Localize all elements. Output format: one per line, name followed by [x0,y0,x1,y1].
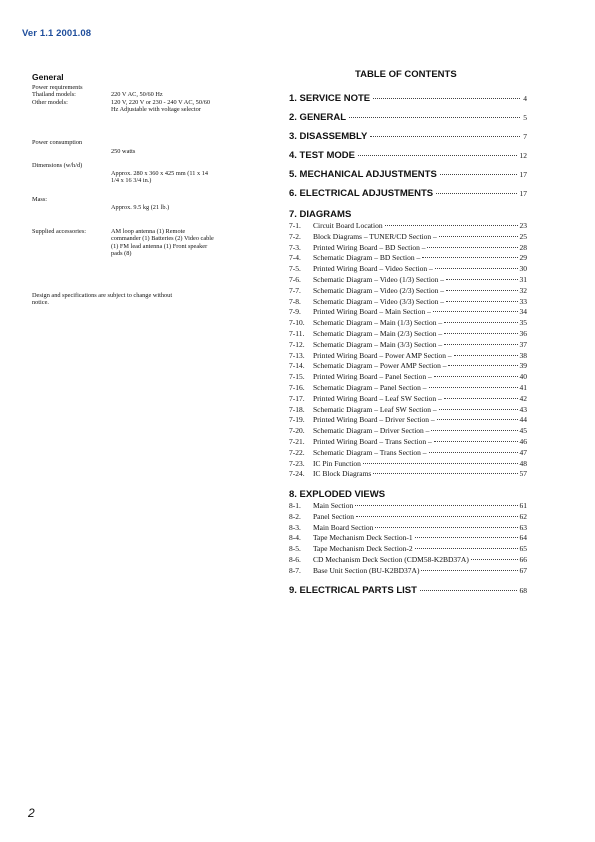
toc-entry-number: 7-6. [289,275,301,284]
spec-value: Approx. 280 x 360 x 425 mm (11 x 14 1/4 x 16 3/4 in.) [111,170,209,185]
toc-leader [355,505,517,506]
spec-value: 250 watts [111,148,136,155]
toc-entry-page: 62 [519,511,527,521]
toc-entry-number: 7-21. [289,437,305,446]
toc-entry-number: 7-19. [289,415,305,425]
toc-entry-page: 37 [519,339,527,349]
toc-entry-number: 7-23. [289,458,305,468]
toc-leader [420,590,517,591]
toc-entry-page: 65 [519,544,527,554]
spec-label: Mass: [32,196,48,203]
toc-entry-number: 7-5. [289,264,301,274]
toc-entry-number: 7-13. [289,350,305,360]
toc-subentry[interactable] [289,544,527,554]
toc-subentry[interactable] [289,297,527,307]
toc-entry-label: Schematic Diagram – Video (2/3) Section – [313,285,445,295]
toc-subentry[interactable] [289,459,527,469]
toc-entry-number: 8-4. [289,533,301,543]
toc-subentry[interactable] [289,275,527,285]
toc-leader [434,376,518,377]
toc-entry-page: 44 [519,415,527,425]
toc-entry-page: 12 [519,151,527,160]
toc-subentry[interactable] [289,243,527,253]
toc-entry-number: 7-15. [289,372,305,382]
toc-subentry[interactable] [289,318,527,328]
toc-entry-number: 7-10. [289,318,305,328]
toc-entry-label: 2. GENERAL [289,112,347,123]
toc-entry-number: 8-5. [289,544,301,554]
toc-subentry[interactable] [289,394,527,404]
toc-leader [415,537,518,538]
toc-subentry[interactable] [289,340,527,350]
toc-leader [446,279,517,280]
toc-entry-number: 7-2. [289,231,301,241]
toc-subentry[interactable] [289,221,527,231]
toc-leader [385,225,518,226]
toc-section-entry[interactable] [289,93,527,105]
toc-entry-number: 8-7. [289,565,301,575]
toc-entry-page: 30 [519,264,527,274]
toc-subentry[interactable] [289,437,527,447]
toc-leader [444,398,518,399]
toc-subentry[interactable] [289,372,527,382]
toc-entry-label: Schematic Diagram – Power AMP Section – [313,361,447,371]
toc-leader [435,268,518,269]
toc-entry-label: Schematic Diagram – Main (3/3) Section – [313,339,443,349]
toc-leader [446,290,517,291]
toc-entry-number: 7-20. [289,426,305,436]
toc-entry-label: Schematic Diagram – Main (1/3) Section – [313,318,443,328]
toc-leader [431,430,517,431]
toc-entry-page: 7 [523,132,527,141]
toc-entry-page: 23 [519,221,527,230]
toc-entry-label: Printed Wiring Board – BD Section – [313,242,426,252]
toc-entry-number: 7-22. [289,447,305,457]
toc-entry-label: 6. ELECTRICAL ADJUSTMENTS [289,188,434,199]
toc-entry-number: 7-24. [289,469,305,479]
toc-subentry[interactable] [289,512,527,522]
toc-leader [444,333,517,334]
toc-entry-number: 7-17. [289,393,305,403]
toc-title: TABLE OF CONTENTS [355,69,457,80]
toc-leader [439,236,518,237]
toc-leader [444,322,517,323]
toc-subentry[interactable] [289,415,527,425]
toc-subentry[interactable] [289,253,527,263]
toc-entry-label: Printed Wiring Board – Power AMP Section – [313,350,452,360]
toc-leader [427,247,517,248]
toc-section-entry[interactable] [289,188,527,200]
toc-entry-label: 4. TEST MODE [289,150,355,161]
toc-leader [444,344,517,345]
spec-value: 120 V, 220 V or 230 - 240 V AC, 50/60 Hz Adjustable with voltage selector [111,99,211,114]
toc-entry-label: Schematic Diagram – Leaf SW Section – [313,404,437,414]
toc-entry-label: Panel Section [313,511,355,521]
toc-entry-label: IC Pin Function [313,458,361,468]
toc-subentry[interactable] [289,232,527,242]
toc-entry-label: Schematic Diagram – Panel Section – [313,383,427,392]
toc-entry-page: 67 [519,565,527,575]
toc-subentry[interactable] [289,351,527,361]
toc-leader [422,257,517,258]
toc-subentry[interactable] [289,523,527,533]
toc-entry-label: Printed Wiring Board – Trans Section – [313,437,432,446]
spec-label: Thailand models: [32,91,76,98]
toc-leader [356,516,517,517]
toc-entry-label: Tape Mechanism Deck Section-1 [313,533,413,543]
toc-entry-label: Printed Wiring Board – Driver Section – [313,415,435,425]
spec-label: Power consumption [32,139,83,146]
toc-entry-label: Block Diagrams – TUNER/CD Section – [313,231,437,241]
toc-entry-page: 40 [519,372,527,382]
toc-entry-page: 38 [519,350,527,360]
toc-section-entry[interactable] [289,112,527,124]
toc-entry-label: Main Section [313,501,354,510]
spec-note: Design and specifications are subject to change without notice. [32,292,173,307]
toc-entry-page: 48 [519,458,527,468]
spec-label: Power requirements [32,84,83,91]
spec-value: 220 V AC, 50/60 Hz [111,91,163,98]
toc-entry-page: 35 [519,318,527,328]
toc-leader [436,193,516,194]
toc-entry-label: Main Board Section [313,522,374,532]
page-number: 2 [28,806,35,820]
toc-entry-label: Schematic Diagram – Main (2/3) Section – [313,329,443,338]
spec-label: Supplied accessories: [32,228,87,235]
toc-entry-number: 7-9. [289,307,301,317]
toc-subentry[interactable] [289,405,527,415]
toc-entry-page: 63 [519,522,527,532]
toc-entry-label: Tape Mechanism Deck Section-2 [313,544,413,554]
toc-entry-label: Schematic Diagram – Driver Section – [313,426,430,436]
version-label: Ver 1.1 2001.08 [22,28,92,39]
toc-entry-page: 4 [523,94,527,103]
toc-subentry[interactable] [289,501,527,511]
toc-entry-page: 31 [519,275,527,284]
toc-entry-label: Schematic Diagram – Video (3/3) Section – [313,296,445,306]
toc-entry-number: 8-3. [289,522,301,532]
toc-subentry[interactable] [289,469,527,479]
toc-entry-number: 7-12. [289,339,305,349]
toc-entry-number: 7-16. [289,383,305,392]
spec-value: AM loop antenna (1) Remote commander (1) Batteries (2) Video cable (1) FM lead antenna (1) Front speaker pads (8) [111,228,214,258]
toc-entry-page: 57 [519,469,527,479]
toc-leader [421,570,517,571]
toc-entry-label: Schematic Diagram – Video (1/3) Section – [313,275,445,284]
toc-diagrams-heading[interactable]: 7. DIAGRAMS [289,209,352,220]
toc-exploded-heading[interactable]: 8. EXPLODED VIEWS [289,489,386,500]
toc-entry-page: 42 [519,393,527,403]
toc-subentry[interactable] [289,329,527,339]
toc-entry-number: 7-7. [289,285,301,295]
toc-leader [370,136,520,137]
toc-leader [363,463,518,464]
toc-entry-page: 66 [519,555,527,564]
toc-entry-label: 5. MECHANICAL ADJUSTMENTS [289,169,437,180]
toc-leader [448,365,517,366]
toc-subentry[interactable] [289,383,527,393]
toc-section-entry[interactable] [289,150,527,162]
toc-leader [434,441,518,442]
toc-entry-label: Printed Wiring Board – Main Section – [313,307,431,317]
toc-leader [429,387,518,388]
toc-entry-page: 43 [519,404,527,414]
toc-entry-number: 8-6. [289,555,301,564]
toc-leader [373,98,520,99]
general-heading: General [32,72,64,82]
toc-entry-number: 7-8. [289,296,301,306]
toc-entry-page: 46 [519,437,527,446]
toc-entry-label: Circuit Board Location [313,221,383,230]
toc-entry-page: 17 [519,170,527,179]
toc-entry-number: 7-14. [289,361,305,371]
toc-entry-label: 1. SERVICE NOTE [289,93,371,104]
toc-leader [358,155,517,156]
toc-entry-label: Schematic Diagram – BD Section – [313,253,421,263]
toc-entry-number: 7-1. [289,221,301,230]
toc-entry-number: 7-11. [289,329,305,338]
toc-entry-number: 7-3. [289,242,301,252]
toc-leader [415,548,518,549]
toc-entry-label: Printed Wiring Board – Leaf SW Section – [313,393,442,403]
toc-entry-label: Base Unit Section (BU-K2BD37A) [313,565,420,575]
toc-leader [429,452,518,453]
toc-entry-page: 17 [519,189,527,198]
toc-subentry[interactable] [289,264,527,274]
toc-leader [454,355,518,356]
toc-section-entry[interactable] [289,169,527,181]
toc-parts-list-entry[interactable] [289,585,527,597]
toc-leader [446,301,517,302]
toc-entry-page: 39 [519,361,527,371]
toc-leader [433,311,518,312]
toc-subentry[interactable] [289,566,527,576]
toc-entry-page: 41 [519,383,527,392]
toc-leader [373,473,517,474]
toc-entry-label: Printed Wiring Board – Panel Section – [313,372,432,382]
toc-subentry[interactable] [289,448,527,458]
toc-entry-page: 61 [519,501,527,510]
toc-entry-page: 33 [519,296,527,306]
toc-entry-label: 9. ELECTRICAL PARTS LIST [289,585,417,596]
toc-entry-page: 5 [523,113,527,122]
toc-entry-page: 47 [519,447,527,457]
toc-entry-label: CD Mechanism Deck Section (CDM58-K2BD37A) [313,555,469,564]
toc-entry-page: 36 [519,329,527,338]
toc-entry-label: Printed Wiring Board – Video Section – [313,264,433,274]
toc-entry-page: 68 [519,586,527,595]
toc-entry-number: 8-2. [289,511,301,521]
toc-entry-label: 3. DISASSEMBLY [289,131,368,142]
spec-value: Approx. 9.5 kg (21 lb.) [111,204,170,211]
toc-leader [471,559,518,560]
toc-entry-number: 7-4. [289,253,301,263]
toc-leader [375,527,517,528]
toc-entry-page: 29 [519,253,527,263]
toc-section-entry[interactable] [289,131,527,143]
toc-entry-page: 32 [519,285,527,295]
toc-leader [437,419,518,420]
toc-entry-page: 25 [519,231,527,241]
toc-entry-page: 64 [519,533,527,543]
toc-subentry[interactable] [289,307,527,317]
toc-entry-page: 34 [519,307,527,317]
toc-subentry[interactable] [289,533,527,543]
toc-entry-number: 8-1. [289,501,301,510]
toc-entry-page: 45 [519,426,527,436]
toc-entry-label: IC Block Diagrams [313,469,372,479]
toc-leader [439,409,518,410]
toc-entry-page: 28 [519,242,527,252]
spec-label: Dimensions (w/h/d) [32,162,83,169]
toc-subentry[interactable] [289,555,527,565]
toc-leader [440,174,517,175]
toc-subentry[interactable] [289,361,527,371]
toc-entry-number: 7-18. [289,404,305,414]
toc-subentry[interactable] [289,426,527,436]
toc-leader [349,117,520,118]
toc-subentry[interactable] [289,286,527,296]
toc-entry-label: Schematic Diagram – Trans Section – [313,447,427,457]
spec-label: Other models: [32,99,68,106]
